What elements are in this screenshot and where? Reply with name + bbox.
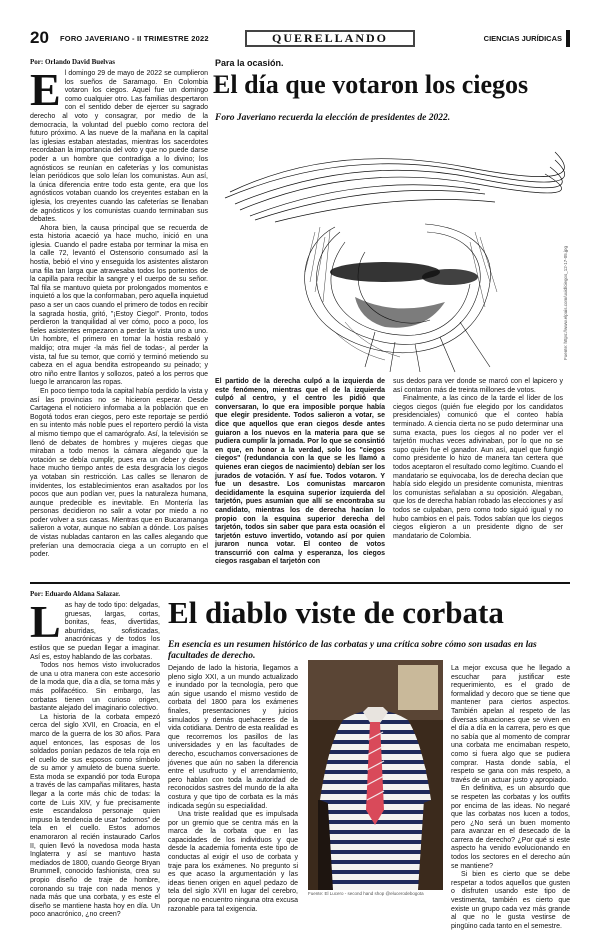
article1-column-2 <box>215 378 385 573</box>
header-bar <box>566 30 570 47</box>
article2-paragraph: Dejando de lado la historia, llegamos a pleno siglo XXI, a un mundo actualizado e inundado por la tecnología, pero que aún sigue usando el mismo vestido de corbata del 1800 para los exámenes finales, presentaciones y juicios simulados y demás quehaceres de la vida cotidiana. Dentro de esta realidad es que recorremos los pasillos de las universidades y en las facultades de derecho, escuchamos conversaciones de jóvenes que aún no saben la diferencia entre el usufructo y el arrendamiento, pero hablan con toda la autoridad de reconocidos sastres del mundo de la alta costura y que tipo de corbata es la más indicada según su especialidad. <box>168 665 298 810</box>
article1-paragraph: El partido de la derecha culpó a la izquierda de este fenómeno, mientras que el de la izquierda culpó al centro, y el centro les pidió que conversaran, lo que era imposible porque había que elegir presidente. Todos salieron a votar, se dice que aquellos que eran ciegos desde antes guiaron a los nuevos en la materia para que se pudiera cumplir la jornada. Por lo que se consintió en que, en honor a la verdad, solo los "ciegos ciegos" (redundancia con la que se les llamó a quienes eran ciegos de nacimiento) debían ser los jurados de votación. Y así fue. Todos votaron. Y fue un desastre. Los comunistas marcaron decididamente la esquina superior izquierda del tarjetón, pues asumían que allí se encontraba su candidato, mientras los de derecha hacían lo propio con la esquina superior derecha del tarjetón, todos sin saber que para esta ocasión el tarjetón estuvo invertido, votando así por quien juraron nunca votar. El conteo de votos transcurrió con calma y esperanza, los ciegos ciegos rasgaban el tarjetón con <box>215 378 385 566</box>
article1-photo-credit: Fuente: https://www.elpais.com/uuid/ciegos_12-17-05.jpg <box>563 245 568 360</box>
article1-column-1 <box>30 64 208 578</box>
article1-paragraph: Ahora bien, la causa principal que se recuerda de esta historia acaeció ya hace mucho, inició en una iglesia. Cuando el padre estaba por terminar la misa en la calle 72, levantó el Ostensorio consumado así la hostia, bebió el vino y enseguida los asistentes alistaron una fila tan larga que atravesaba todos los portentos de la capilla para recibir la sangre y el cuerpo de su señor. Tal fila se mantuvo quieta por prolongados momentos e inquietó a los que la conformaban, pero aquella inquietud paso a ser un caos cuando el primero de todos en recibir la sagrada hostia, gritó, "¡Estoy Ciego!". Pronto, todos perdieron la tranquilidad al ver cómo, poco a poco, los fieles asistentes empezaron a perder la vista uno a uno. Un hombre, el primero en tomar la hostia resbaló y maldijo; otra mujer -la más fiel de todas-, al perder la vista, tal fue su temor, que corrió y terminó metiendo su cabeza en el agua bendita estropeando su peinado; y otro niño entre llantos y sollozos, pateó a los perros que luego le arrancaron las ropas. <box>30 224 208 387</box>
ink-drawing <box>215 132 560 372</box>
article2-paragraph: La mejor excusa que he llegado a escuchar para justificar este requerimiento, es el grado de formalidad y decoro que se tiene que mantener para ciertos aspectos. También apelan al respeto de las diversas situaciones que se viven en el día a día en la carrera, pero es que no sabía que al momento de comprar una corbata me encimaban respeto, como si fuera algo que se pudiera comprar. Hasta donde sabía, el respeto se gana con más respeto, a través de un actuar justo y apropiado. <box>451 665 570 784</box>
article2-dropcap: L <box>30 596 61 647</box>
article2-headline: El diablo viste de corbata <box>168 595 504 630</box>
article2-paragraph: En definitiva, es un absurdo que se respeten las corbatas y los outfits por encima de las ideas. No negaré que las corbatas nos lucen a todos, pero ¿No será un buen momento para avanzar en el desecado de la carrera de derecho? ¿Por qué si este aspecto ha venido evolucionando en todos los sectores en el derecho aún se mantiene? <box>451 785 570 870</box>
article1-deck: Foro Javeriano recuerda la elección de presidentes de 2022. <box>215 113 451 123</box>
mannequin-image <box>308 660 443 890</box>
article2-column-2 <box>168 665 298 913</box>
article1-paragraph: sus dedos para ver donde se marcó con el lapicero y así contaron más de treinta millones de votos. <box>393 378 563 394</box>
article2-column-3 <box>451 665 570 930</box>
article1-byline: Por: Orlando David Buelvas <box>30 58 115 66</box>
article1-headline: El día que votaron los ciegos <box>213 70 529 99</box>
shirt-and-tie-photo <box>308 660 443 890</box>
article2-paragraph: La historia de la corbata empezó cerca del siglo XVII, en Croacia, en el marco de la guerra de los 30 años. Para aquel entonces, las esposas de los soldados ponían pedazos de tela roja en el cuello de sus esposos como símbolo de su amor y amuleto de buena suerte. Esta moda se expandió por toda Europa a través de las campañas militares, hasta llegar a la corte más chic de todas: la corte de Luis XIV, y fue precisamente este escandaloso personaje quien impuso la tendencia de usar "adornos" de tela en el cuello. Estos adornos enamoraron al recién instaurado Carlos II, quien llevó la novedosa moda hasta Inglaterra y así se mantuvo hasta mediados de 1800, cuando George Bryan Brummell, conocido fashionista, crea su propio diseño de traje de hombre, coronando su traje con nada menos y nada más que una corbata, y es este el diseño se mantiene hasta hoy en día. Un poco anacrónico, ¿no creen? <box>30 713 160 919</box>
article2-photo-credit: Fuente: El Lucero - second hand shop @elucerodebogota <box>308 891 424 896</box>
page-number: 20 <box>30 28 49 47</box>
category-label: CIENCIAS JURÍDICAS <box>483 34 562 43</box>
article1-column-3 <box>393 378 563 573</box>
article2-deck: En esencia es un resumen histórico de las corbatas y una crítica sobre cómo son usadas en las facultades de derecho. <box>168 640 537 661</box>
article1-kicker: Para la ocasión. <box>215 58 284 68</box>
blind-portrait-illustration <box>215 132 560 372</box>
publication-name: FORO JAVERIANO - II TRIMESTRE 2022 <box>60 34 209 43</box>
article1-paragraph: En poco tiempo toda la capital había perdido la vista y así las provincias no se hicieron esperar. Desde Cartagena el noticiero informaba a la población que en Bogotá todos eran ciegos, pero este reportaje se perdió en su intento más noble pues el reportero perdió la vista al mismo tiempo que el camarógrafo. Así, la televisión se llenó de debates de hombres y mujeres ciegas que miraban a todo menos la cámara alegando que la votación se debía cumplir, pues era un deber y desde hace mucho tiempo antes de esta desgracia los ciegos ya votaban sin restricción. Las calles se llenaron de invidentes, los establecimientos eran asaltados por los pocos que aun podían ver, pues la naturaleza humana, aunque predecible es inevitable. En Montería las personas decidieron no salir a votar por miedo a no poder volver a sus casas. Mientras que en Bucaramanga salieron a votar, aunque no sabían a dónde. Los países de vistas nubladas cantaron en las calles alegando que preferían una democracia ciega a un corrupto en el poder. <box>30 387 208 559</box>
article2-byline: Por: Eduardo Aldana Salazar. <box>30 590 120 598</box>
article-divider <box>30 582 570 584</box>
article2-paragraph: Una triste realidad que es impulsada por un gremio que se centra más en la marca de la corbata que en las capacidades de los individuos y que desde la academia fomenta este tipo de conductas al exigir el uso de corbata y traje para los exámenes. No pregunto si es que acaso la argumentación y las ideas tienen origen en aquel pedazo de tela del siglo XVII en lugar del cerebro, porque no encuentro ninguna otra excusa razonable para tal exigencia. <box>168 811 298 913</box>
article2-paragraph: Si bien es cierto que se debe respetar a todos aquellos que gusten o disfruten usando este tipo de vestimenta, también es cierto que existe un grupo cada vez más grande al que no le gusta vestirse de pingüino cada tanto en el semestre. <box>451 871 570 930</box>
article2-paragraph: Todos nos hemos visto involucrados de una u otra manera con este accesorio de la moda que, día a día, se torna más y más polifacético. Sin embargo, las corbatas tienen un curioso origen, bastante alejado del imaginario colectivo. <box>30 662 160 713</box>
article2-paragraph: as hay de todo tipo: delgadas, gruesas, largas, cortas, bonitas, feas, divertidas, aburridas, sofisticadas, anacrónicas y de todos los estilos que se puedan llegar a imaginar. Así es, estoy hablando de las corbatas. <box>30 602 160 661</box>
article1-paragraph: Finalmente, a las cinco de la tarde el líder de los ciegos ciegos (quién fue elegido por los candidatos presidenciales) comunicó que el conteo había terminado. A ciencia cierta no se pudo determinar una suma exacta, pues los ciegos al no poder ver el tarjetón muchas veces adivinaban, por lo que no se supo quién fue el ganador. Aun así, aquel que fungió como presidente lo hizo de manera tan certera que todos aceptaron el resultado como legítimo. Cuando el mandatario se equivocaba, los de derecha decían que había sido elegido un presidente comunista, mientras los comunistas señalaban a su oposición. Alegaban, que los de derecha habían robado las elecciones y así todos se culpaban, pero como todo siguió igual y no hubo cambios en el país. Todos sabían que los ciegos ciegos eligieron a un presidente digno de ser mandatario de Colombia. <box>393 395 563 540</box>
article1-paragraph: l domingo 29 de mayo de 2022 se cumplieron los sueños de Saramago. En Colombia votaron los ciegos. Aquel fue un domingo como cualquier otro. Las familias despertaron con el sentido deber de ejercer su sagrado derecho al voto y consagrar, por medio de la democracia, la voluntad del pueblo como rectora del futuro próximo. A las nueve de la mañana en la capital las iglesias estaban atestadas, mientras los sacerdotes recordaban la importancia del voto y que no puede darse poder a un hombre que contradiga a lo divino; los agnósticos se reunían en cafeterías y los comunistas leían periódicos que solo leían los comunistas. Aun así, la única diferencia entre todo esta gente, era que los agnósticos votaban cuando los creyentes estaban en la iglesia, los creyentes cuando las cafeterías se llenaban de agnósticos y los comunistas cuando terminaban sus debates. <box>30 70 208 224</box>
article1-dropcap: E <box>30 64 61 115</box>
article2-column-1 <box>30 596 160 919</box>
section-title: QUERELLANDO <box>245 30 415 47</box>
page-header <box>30 30 570 48</box>
